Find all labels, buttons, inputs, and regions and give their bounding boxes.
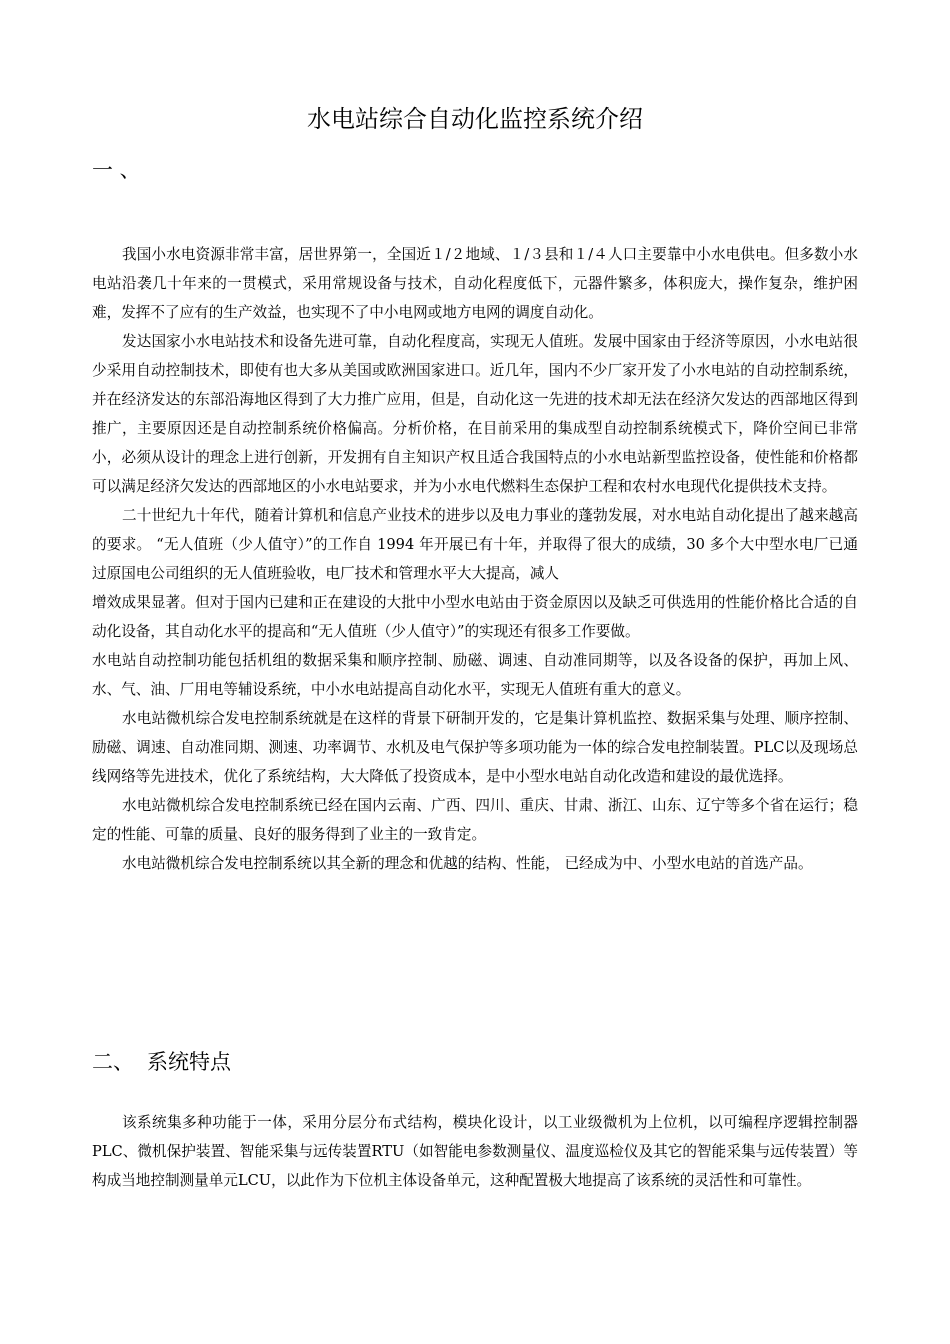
paragraph: 增效成果显著。但对于国内已建和正在建设的大批中小型水电站由于资金原因以及缺乏可供选用的性能价格比合适的自动化设备，其自动化水平的提高和“无人值班（少人值守）”的实现还有很多工作要做。 [92,594,858,640]
section-1-heading [92,155,147,185]
paragraph: 发达国家小水电站技术和设备先进可靠，自动化程度高，实现无人值班。发展中国家由于经济等原因，小水电站很少采用自动控制技术，即使有也大多从美国或欧洲国家进口。近几年，国内不少厂家开发了小水电站的自动控制系统，并在经济发达的东部沿海地区得到了大力推广应用，但是，自动化这一先进的技术却无法在经济欠发达的西部地区得到推广，主要原因还是自动控制系统价格偏高。分析价格，在目前采用的集成型自动控制系统模式下，降价空间已非常小，必须从设计的理念上进行创新，开发拥有自主知识产权且适合我国特点的小水电站新型监控设备，使性能和价格都可以满足经济欠发达的西部地区的小水电站要求，并为小水电代燃料生态保护工程和农村水电现代化提供技术支持。 [92,333,858,495]
section-2-heading [92,1047,231,1077]
paragraph: 水电站微机综合发电控制系统以其全新的理念和优越的结构、性能， 已经成为中、小型水电站的首选产品。 [122,855,813,872]
document-title: 水电站综合自动化监控系统介绍 [307,105,643,133]
paragraph: 二十世纪九十年代，随着计算机和信息产业技术的进步以及电力事业的蓬勃发展，对水电站自动化提出了越来越高的要求。 “无人值班（少人值守）”的工作自 1994 年开展已有十年，并取得了很大的成绩，30 多个大中型水电厂已通过原国电公司组织的无人值班验收，电厂技术和管理水平大大提高，减人 [92,507,858,582]
section-2-number: 二、 [92,1050,134,1074]
section-1-body [92,240,858,878]
section-2-title: 系统特点 [147,1050,231,1074]
paragraph: 水电站自动控制功能包括机组的数据采集和顺序控制、励磁、调速、自动准同期等，以及各设备的保护，再加上风、水、气、油、厂用电等辅设系统，中小水电站提高自动化水平，实现无人值班有重大的意义。 [92,652,858,698]
section-2-body [92,1108,858,1195]
paragraph: 水电站微机综合发电控制系统就是在这样的背景下研制开发的，它是集计算机监控、数据采集与处理、顺序控制、励磁、调速、自动准同期、测速、功率调节、水机及电气保护等多项功能为一体的综合发电控制装置。PLC以及现场总线网络等先进技术，优化了系统结构，大大降低了投资成本，是中小型水电站自动化改造和建设的最优选择。 [92,710,858,785]
section-1-number: 一 、 [92,158,141,182]
paragraph: 水电站微机综合发电控制系统已经在国内云南、广西、四川、重庆、甘肃、浙江、山东、辽宁等多个省在运行；稳定的性能、可靠的质量、良好的服务得到了业主的一致肯定。 [92,797,858,843]
paragraph: 我国小水电资源非常丰富，居世界第一，全国近１/２地域、１/３县和１/４人口主要靠中小水电供电。但多数小水电站沿袭几十年来的一贯模式，采用常规设备与技术，自动化程度低下，元器件繁多，体积庞大，操作复杂，维护困难，发挥不了应有的生产效益，也实现不了中小电网或地方电网的调度自动化。 [92,246,858,321]
paragraph: 该系统集多种功能于一体，采用分层分布式结构，模块化设计，以工业级微机为上位机，以可编程序逻辑控制器PLC、微机保护装置、智能采集与远传装置RTU（如智能电参数测量仪、温度巡检仪及其它的智能采集与远传装置）等构成当地控制测量单元LCU，以此作为下位机主体设备单元，这种配置极大地提高了该系统的灵活性和可靠性。 [92,1114,858,1189]
